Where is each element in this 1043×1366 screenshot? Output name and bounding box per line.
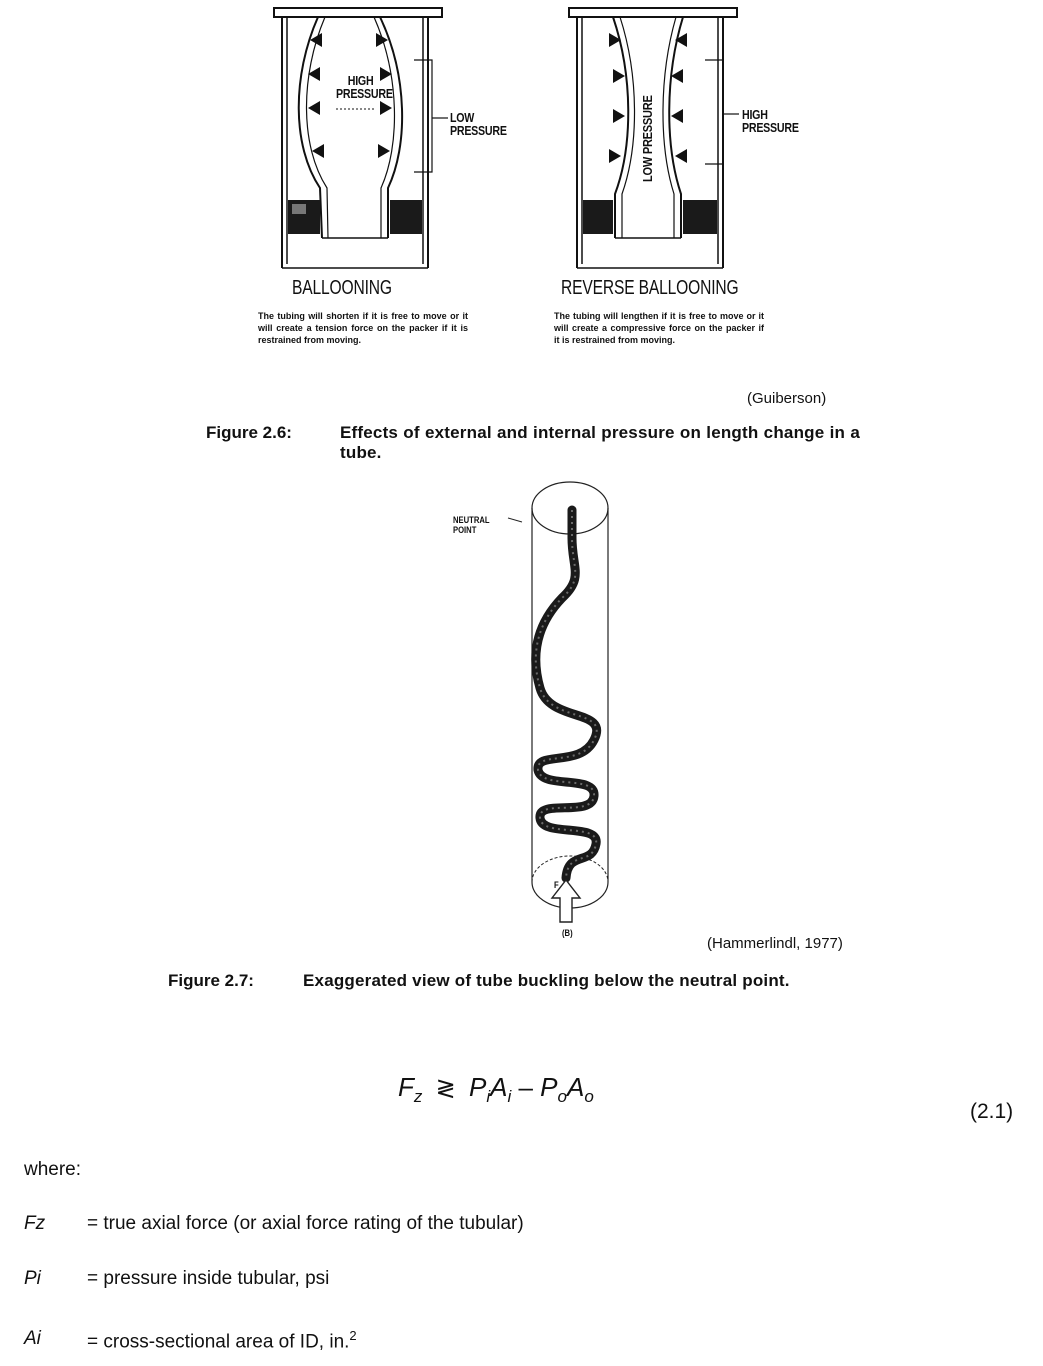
ballooning-outer-label: LOW PRESSURE — [450, 110, 507, 138]
force-label: F — [554, 880, 559, 890]
definition-text-pi: = pressure inside tubular, psi — [87, 1268, 330, 1289]
eq-term2: A — [490, 1072, 508, 1102]
reverse-ballooning-inner-label: LOW PRESSURE — [640, 95, 655, 182]
ballooning-title: BALLOONING — [292, 277, 392, 299]
definition-symbol-fz: Fz — [24, 1213, 46, 1234]
eq-term1: P — [468, 1072, 487, 1102]
definition-symbol-ai: Ai — [24, 1328, 41, 1349]
equation-2-1 — [398, 1072, 594, 1107]
sub-figure-label: (B) — [562, 928, 573, 938]
ballooning-diagram — [270, 6, 450, 274]
eq-term1-sub: i — [486, 1087, 491, 1107]
figure-2-6-label: Figure 2.6: — [206, 423, 292, 442]
buckling-diagram — [500, 478, 620, 938]
eq-term3: P — [540, 1072, 558, 1102]
ballooning-inner-label: HIGH PRESSURE — [336, 73, 393, 101]
reverse-ballooning-title: REVERSE BALLOONING — [561, 277, 739, 299]
figure-2-6-caption: Effects of external and internal pressure on length change in a tube. — [340, 423, 860, 462]
eq-term2-sub: i — [507, 1087, 512, 1107]
eq-lhs-sub: z — [413, 1087, 423, 1107]
definition-text-fz: = true axial force (or axial force rating of the tubular) — [87, 1213, 524, 1234]
definition-symbol-pi: Pi — [24, 1268, 41, 1289]
eq-term4: A — [566, 1072, 585, 1102]
where-label: where: — [24, 1159, 82, 1180]
eq-term4-sub: o — [584, 1087, 594, 1107]
eq-lhs: F — [398, 1072, 414, 1102]
definition-text-ai: = cross-sectional area of ID, in. — [87, 1331, 350, 1353]
figure-2-7-source: (Hammerlindl, 1977) — [707, 935, 843, 952]
neutral-point-label: NEUTRAL POINT — [453, 515, 490, 535]
reverse-ballooning-outer-label: HIGH PRESSURE — [742, 107, 799, 135]
eq-relation: ≷ — [435, 1075, 456, 1102]
definition-superscript-ai: 2 — [349, 1328, 357, 1343]
equation-number: (2.1) — [970, 1100, 1014, 1123]
ballooning-description: The tubing will shorten if it is free to move or it will create a tension force on the packer if it is restrained from moving. — [258, 311, 468, 345]
figure-2-6-source: (Guiberson) — [747, 390, 827, 407]
eq-minus: – — [518, 1072, 533, 1102]
reverse-ballooning-description: The tubing will lengthen if it is free to move or it will create a compressive force on the packer if it is restrained from moving. — [554, 311, 764, 345]
figure-2-7-caption: Exaggerated view of tube buckling below the neutral point. — [303, 971, 790, 990]
reverse-ballooning-diagram — [565, 6, 745, 274]
figure-2-7-label: Figure 2.7: — [168, 971, 254, 990]
eq-term3-sub: o — [557, 1087, 567, 1107]
definition-ai — [87, 1328, 357, 1353]
